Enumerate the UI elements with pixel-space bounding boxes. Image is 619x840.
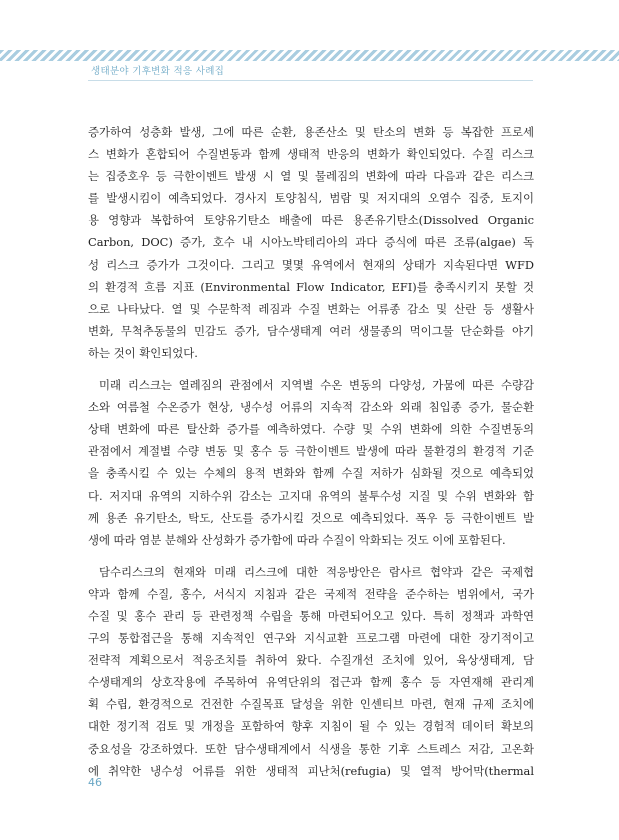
text-line: 성 리스크 증가가 그것이다. 그리고 몇몇 유역에서 현재의 상태가 지속된다면 WFD [88, 257, 534, 272]
text-line: 수질 및 홍수 관리 등 관련정책 수립을 통해 마련되어오고 있다. 특히 정책과 과학연 [88, 608, 534, 623]
text-line: 미래 리스크는 열레짐의 관점에서 지역별 수온 변동의 다양성, 가뭄에 따른 수량감 [99, 378, 534, 393]
text-line: 구의 통합접근을 통해 지속적인 연구와 지식교환 프로그램 마련에 대한 장기적이고 [88, 631, 534, 646]
text-line: 관점에서 계절별 수량 변동 및 홍수 등 극한이벤트 발생에 따라 물환경의 환경적 기준 [88, 444, 534, 459]
header-divider [88, 80, 533, 81]
body-text [88, 121, 534, 782]
text-line: 중요성을 강조하였다. 또한 담수생태계에서 식생을 통한 기후 스트레스 저감, 고온화 [88, 741, 534, 756]
text-line: 증가하여 성층화 발생, 그에 따른 순환, 용존산소 및 탄소의 변화 등 복잡한 프로세 [88, 125, 534, 139]
text-line: 상태 변화에 따른 탈산화 증가를 예측하였다. 수량 및 수위 변화에 의한 수질변동의 [88, 422, 534, 437]
text-line: 담수리스크의 현재와 미래 리스크에 대한 적응방안은 람사르 협약과 같은 국제협 [99, 564, 534, 579]
text-line: 다. 저지대 유역의 지하수위 감소는 고지대 유역의 불투수성 지질 및 수위 변화와 함 [88, 488, 534, 503]
text-line: Carbon, DOC) 증가, 호수 내 시아노박테리아의 과다 증식에 따른 조류(algae) 독 [88, 235, 534, 250]
text-line: 으로 나타났다. 열 및 수문학적 레짐과 수질 변화는 어류종 감소 및 산란 등 생활사 [88, 301, 534, 316]
text-line: 에 취약한 냉수성 어류를 위한 생태적 피난처(refugia) 및 열적 방어막(thermal [88, 763, 534, 778]
text-line: 전략적 계획으로서 적응조치를 취하여 왔다. 수질개선 조치에 있어, 육상생태계, 담 [88, 653, 534, 668]
text-line: 생에 따라 염분 분해와 산성화가 증가함에 따라 수질이 악화되는 것도 이에 포함된다. [88, 532, 506, 547]
text-line: 를 발생시킴이 예측되었다. 경사지 토양침식, 범람 및 저지대의 오염수 집중, 토지이 [88, 191, 534, 206]
paragraph-3 [88, 561, 534, 782]
paragraph-2 [88, 374, 534, 551]
text-line: 약과 함께 수질, 홍수, 서식지 지침과 같은 국제적 전략을 준수하는 범위에서, 국가 [88, 586, 534, 601]
text-line: 께 용존 유기탄소, 탁도, 산도를 증가시킬 것으로 예측되었다. 폭우 등 극한이벤트 발 [88, 510, 534, 525]
text-line: 수생태계의 상호작용에 주목하여 유역단위의 접근과 함께 홍수 등 자연재해 관리계 [88, 675, 534, 690]
header-stripe [0, 50, 619, 61]
text-line: 는 집중호우 등 극한이벤트 발생 시 열 및 물레짐의 변화에 따라 다음과 같은 리스크 [88, 169, 534, 184]
paragraph-1 [88, 121, 534, 364]
text-line: 용 영향과 복합하여 토양유기탄소 배출에 따른 용존유기탄소(Dissolved Organic [88, 213, 534, 228]
text-line: 소와 여름철 수온증가 현상, 냉수성 어류의 지속적 감소와 외래 침입종 증가, 물순환 [88, 400, 534, 415]
text-line: 하는 것이 확인되었다. [88, 345, 198, 360]
text-line: 스 변화가 혼합되어 수질변동과 함께 생태적 반응의 변화가 확인되었다. 수질 리스크 [88, 147, 534, 162]
text-line: 의 환경적 흐름 지표 (Environmental Flow Indicator, EFI)를 충족시키지 못할 것 [88, 279, 534, 294]
text-line: 변화, 무척추동물의 민감도 증가, 담수생태계 여러 생물종의 먹이그물 단순화를 야기 [88, 323, 534, 338]
text-line: 을 충족시킬 수 있는 수체의 용적 변화와 함께 수질 저하가 심화될 것으로 예측되었 [88, 466, 534, 481]
text-line: 획 수립, 환경적으로 건전한 수질목표 달성을 위한 인센티브 마련, 현재 규제 조치에 [88, 697, 534, 712]
page-number: 46 [88, 776, 102, 789]
text-line: 대한 정기적 검토 및 개정을 포함하여 향후 지침이 될 수 있는 경험적 데이터 확보의 [88, 719, 534, 734]
running-header: 생태분야 기후변화 적응 사례집 [91, 66, 225, 77]
